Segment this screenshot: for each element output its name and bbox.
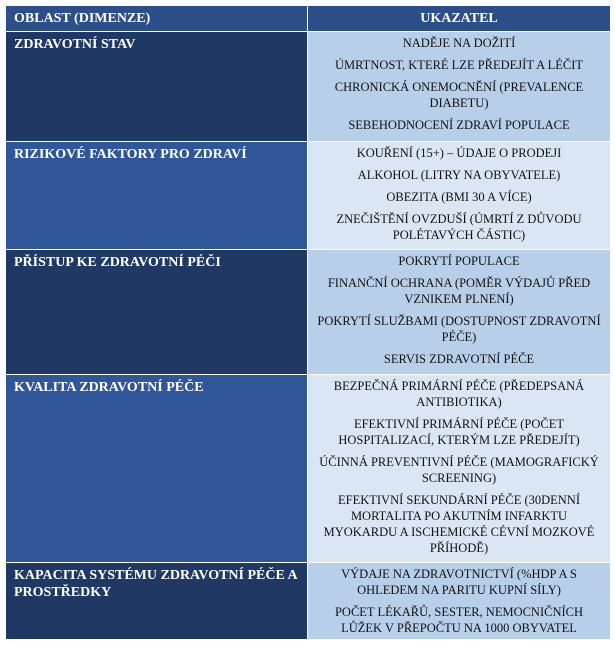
- indicator-item: NADĚJE NA DOŽITÍ: [402, 36, 516, 50]
- indicator-item: OBEZITA (BMI 30 A VÍCE): [386, 190, 532, 204]
- indicator-item: POČET LÉKAŘŮ, SESTER, NEMOCNIČNÍCH LŮŽEK V PŘEPOČTU NA 1000 OBYVATEL: [334, 605, 584, 635]
- dimension-cell: RIZIKOVÉ FAKTORY PRO ZDRAVÍ: [6, 142, 308, 250]
- indicator-item: EFEKTIVNÍ SEKUNDÁRNÍ PÉČE (30DENNÍ MORTALITA PO AKUTNÍM INFARKTU MYOKARDU A ISCHEMICKÉ CÉVNÍ MOZKOVÉ PŘÍHODĚ): [323, 493, 595, 555]
- dimension-cell: KAPACITA SYSTÉMU ZDRAVOTNÍ PÉČE A PROSTŘEDKY: [6, 563, 308, 640]
- indicator-item: ALKOHOL (LITRY NA OBYVATELE): [357, 168, 561, 182]
- header-row: [6, 6, 611, 32]
- indicator-item: POKRYTÍ SLUŽBAMI (DOSTUPNOST ZDRAVOTNÍ PÉČE): [317, 314, 601, 344]
- indicator-cell: [308, 32, 611, 142]
- dimension-cell: KVALITA ZDRAVOTNÍ PÉČE: [6, 375, 308, 563]
- table-row: [6, 563, 611, 640]
- indicator-item: POKRYTÍ POPULACE: [398, 254, 520, 268]
- dimension-cell: PŘÍSTUP KE ZDRAVOTNÍ PÉČI: [6, 250, 308, 375]
- table-row: [6, 142, 611, 250]
- table-row: [6, 375, 611, 563]
- header-indicator: UKAZATEL: [308, 6, 611, 32]
- indicator-cell: [308, 375, 611, 563]
- indicator-item: FINANČNÍ OCHRANA (POMĚR VÝDAJŮ PŘED VZNIKEM PLNENÍ): [327, 276, 591, 306]
- indicator-item: CHRONICKÁ ONEMOCNĚNÍ (PREVALENCE DIABETU): [334, 80, 584, 110]
- table-row: [6, 32, 611, 142]
- indicator-item: ÚČINNÁ PREVENTIVNÍ PÉČE (MAMOGRAFICKÝ SCREENING): [319, 455, 599, 485]
- table-row: [6, 250, 611, 375]
- indicator-item: SERVIS ZDRAVOTNÍ PÉČE: [383, 352, 535, 366]
- indicator-cell: [308, 142, 611, 250]
- indicator-item: SEBEHODNOCENÍ ZDRAVÍ POPULACE: [348, 118, 570, 132]
- indicator-table: [5, 5, 611, 640]
- indicator-cell: [308, 563, 611, 640]
- indicator-item: KOUŘENÍ (15+) – ÚDAJE O PRODEJI: [356, 146, 562, 160]
- indicator-item: EFEKTIVNÍ PRIMÁRNÍ PÉČE (POČET HOSPITALIZACÍ, KTERÝM LZE PŘEDEJÍT): [338, 417, 580, 447]
- indicator-cell: [308, 250, 611, 375]
- indicator-item: ÚMRTNOST, KTERÉ LZE PŘEDEJÍT A LÉČIT: [334, 58, 584, 72]
- indicator-item: ZNEČIŠTĚNÍ OVZDUŠÍ (ÚMRTÍ Z DŮVODU POLÉTAVÝCH ČÁSTIC): [336, 212, 582, 242]
- indicator-item: VÝDAJE NA ZDRAVOTNICTVÍ (%HDP A S OHLEDEM NA PARITU KUPNÍ SÍLY): [341, 567, 577, 597]
- header-dimension: OBLAST (DIMENZE): [6, 6, 308, 32]
- dimension-cell: ZDRAVOTNÍ STAV: [6, 32, 308, 142]
- indicator-item: BEZPEČNÁ PRIMÁRNÍ PÉČE (PŘEDEPSANÁ ANTIBIOTIKA): [333, 379, 585, 409]
